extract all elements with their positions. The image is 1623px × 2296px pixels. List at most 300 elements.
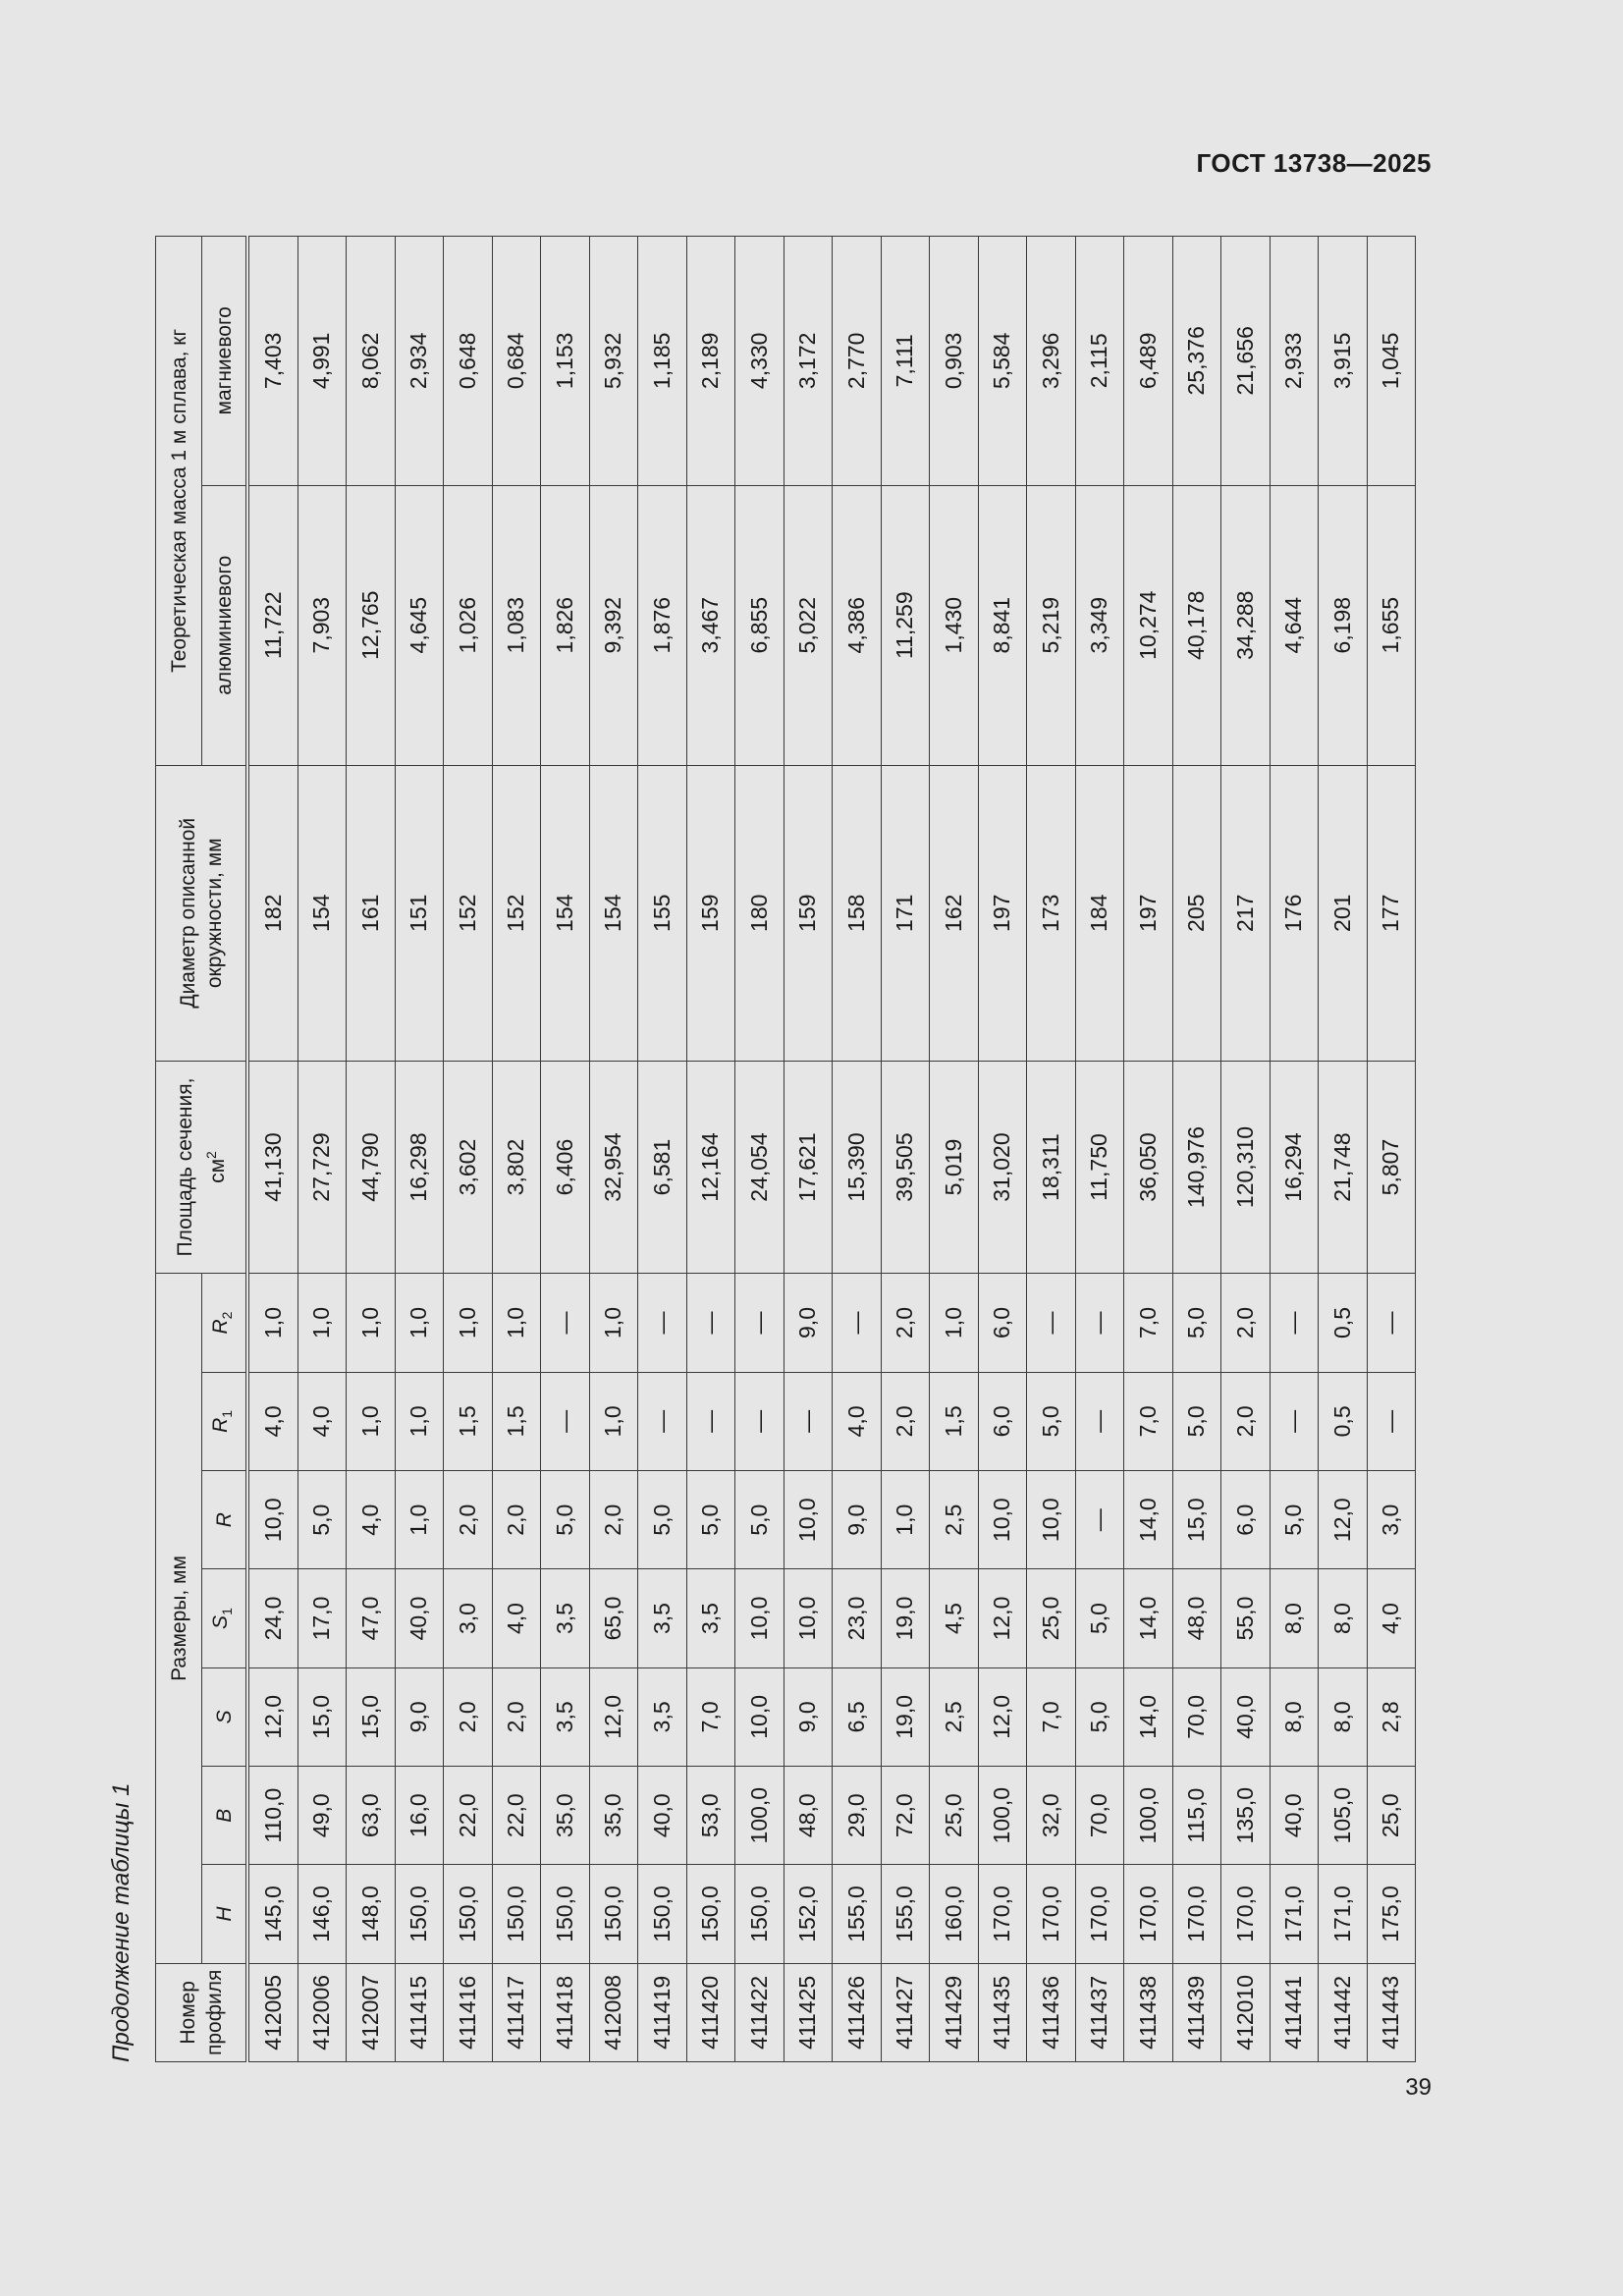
cell-mass-al: 1,083 xyxy=(492,485,541,765)
cell-B: 22,0 xyxy=(492,1767,541,1865)
cell-S1: 55,0 xyxy=(1221,1569,1271,1667)
cell-B: 16,0 xyxy=(395,1767,444,1865)
cell-S1: 8,0 xyxy=(1270,1569,1319,1667)
table-row xyxy=(395,237,444,2062)
cell-R1: 1,5 xyxy=(444,1372,493,1470)
cell-B: 35,0 xyxy=(541,1767,590,1865)
cell-S: 14,0 xyxy=(1124,1667,1173,1766)
cell-profile: 411422 xyxy=(735,1963,784,2061)
header-S1: $S_1$ xyxy=(202,1569,248,1667)
cell-mass-al: 11,259 xyxy=(881,485,930,765)
cell-R2: 9,0 xyxy=(784,1274,833,1372)
cell-S: 70,0 xyxy=(1172,1667,1221,1766)
cell-S: 15,0 xyxy=(347,1667,396,1766)
cell-diameter: 184 xyxy=(1075,765,1124,1061)
cell-S1: 48,0 xyxy=(1172,1569,1221,1667)
cell-mass-mg: 2,933 xyxy=(1270,237,1319,486)
cell-B: 29,0 xyxy=(833,1767,882,1865)
cell-H: 155,0 xyxy=(833,1865,882,1963)
cell-diameter: 201 xyxy=(1319,765,1368,1061)
cell-R1: 1,0 xyxy=(589,1372,638,1470)
cell-R: 14,0 xyxy=(1124,1471,1173,1569)
cell-R2: 7,0 xyxy=(1124,1274,1173,1372)
cell-R: — xyxy=(1075,1471,1124,1569)
cell-R: 6,0 xyxy=(1221,1471,1271,1569)
cell-S: 9,0 xyxy=(784,1667,833,1766)
cell-R: 5,0 xyxy=(638,1471,687,1569)
cell-S1: 23,0 xyxy=(833,1569,882,1667)
cell-R: 9,0 xyxy=(833,1471,882,1569)
header-area: Площадь сечения, $см^2$ xyxy=(156,1061,248,1274)
cell-profile: 411417 xyxy=(492,1963,541,2061)
cell-H: 150,0 xyxy=(541,1865,590,1963)
cell-area: 3,602 xyxy=(444,1061,493,1274)
cell-profile: 411419 xyxy=(638,1963,687,2061)
cell-R: 2,5 xyxy=(930,1471,979,1569)
table-row xyxy=(492,237,541,2062)
cell-H: 170,0 xyxy=(1221,1865,1271,1963)
cell-R2: — xyxy=(686,1274,735,1372)
cell-mass-mg: 0,684 xyxy=(492,237,541,486)
cell-mass-mg: 21,656 xyxy=(1221,237,1271,486)
cell-B: 63,0 xyxy=(347,1767,396,1865)
cell-area: 32,954 xyxy=(589,1061,638,1274)
table-row xyxy=(833,237,882,2062)
cell-H: 155,0 xyxy=(881,1865,930,1963)
cell-R2: 1,0 xyxy=(247,1274,298,1372)
cell-R1: — xyxy=(1270,1372,1319,1470)
cell-R1: — xyxy=(784,1372,833,1470)
cell-mass-al: 34,288 xyxy=(1221,485,1271,765)
cell-diameter: 152 xyxy=(492,765,541,1061)
cell-S1: 10,0 xyxy=(735,1569,784,1667)
cell-R2: — xyxy=(1075,1274,1124,1372)
cell-area: 12,164 xyxy=(686,1061,735,1274)
cell-mass-al: 4,386 xyxy=(833,485,882,765)
cell-area: 17,621 xyxy=(784,1061,833,1274)
cell-area: 6,581 xyxy=(638,1061,687,1274)
cell-H: 170,0 xyxy=(1124,1865,1173,1963)
table-row xyxy=(541,237,590,2062)
cell-R: 12,0 xyxy=(1319,1471,1368,1569)
cell-diameter: 217 xyxy=(1221,765,1271,1061)
cell-R: 10,0 xyxy=(978,1471,1027,1569)
cell-S1: 17,0 xyxy=(298,1569,347,1667)
cell-diameter: 171 xyxy=(881,765,930,1061)
cell-S1: 65,0 xyxy=(589,1569,638,1667)
cell-area: 5,019 xyxy=(930,1061,979,1274)
cell-H: 170,0 xyxy=(978,1865,1027,1963)
table-row xyxy=(444,237,493,2062)
cell-area: 31,020 xyxy=(978,1061,1027,1274)
cell-mass-mg: 8,062 xyxy=(347,237,396,486)
cell-diameter: 161 xyxy=(347,765,396,1061)
cell-R2: 5,0 xyxy=(1172,1274,1221,1372)
cell-R: 2,0 xyxy=(589,1471,638,1569)
table-row xyxy=(1027,237,1076,2062)
cell-mass-mg: 0,903 xyxy=(930,237,979,486)
cell-mass-al: 1,826 xyxy=(541,485,590,765)
cell-R1: 6,0 xyxy=(978,1372,1027,1470)
cell-R1: — xyxy=(1075,1372,1124,1470)
cell-area: 18,311 xyxy=(1027,1061,1076,1274)
cell-profile: 411441 xyxy=(1270,1963,1319,2061)
cell-area: 140,976 xyxy=(1172,1061,1221,1274)
cell-R2: — xyxy=(1027,1274,1076,1372)
cell-H: 170,0 xyxy=(1027,1865,1076,1963)
cell-B: 40,0 xyxy=(1270,1767,1319,1865)
cell-mass-al: 3,467 xyxy=(686,485,735,765)
cell-S1: 40,0 xyxy=(395,1569,444,1667)
cell-S: 8,0 xyxy=(1270,1667,1319,1766)
table-row xyxy=(1270,237,1319,2062)
cell-profile: 411426 xyxy=(833,1963,882,2061)
cell-profile: 411425 xyxy=(784,1963,833,2061)
cell-R1: 4,0 xyxy=(833,1372,882,1470)
table-row xyxy=(298,237,347,2062)
cell-B: 105,0 xyxy=(1319,1767,1368,1865)
header-dimensions: Размеры, мм xyxy=(156,1274,202,1963)
cell-mass-al: 5,219 xyxy=(1027,485,1076,765)
cell-H: 150,0 xyxy=(638,1865,687,1963)
cell-H: 170,0 xyxy=(1075,1865,1124,1963)
cell-R2: — xyxy=(638,1274,687,1372)
cell-B: 115,0 xyxy=(1172,1767,1221,1865)
cell-area: 16,298 xyxy=(395,1061,444,1274)
header-R1: $R_1$ xyxy=(202,1372,248,1470)
cell-profile: 412005 xyxy=(247,1963,298,2061)
cell-R2: 2,0 xyxy=(1221,1274,1271,1372)
cell-B: 100,0 xyxy=(735,1767,784,1865)
cell-S: 12,0 xyxy=(247,1667,298,1766)
table-row xyxy=(247,237,298,2062)
cell-area: 41,130 xyxy=(247,1061,298,1274)
cell-S: 3,5 xyxy=(541,1667,590,1766)
cell-mass-mg: 1,153 xyxy=(541,237,590,486)
cell-R2: 1,0 xyxy=(492,1274,541,1372)
cell-R: 5,0 xyxy=(1270,1471,1319,1569)
cell-S: 2,0 xyxy=(444,1667,493,1766)
cell-R: 5,0 xyxy=(735,1471,784,1569)
cell-H: 150,0 xyxy=(492,1865,541,1963)
cell-R1: — xyxy=(686,1372,735,1470)
cell-H: 175,0 xyxy=(1367,1865,1416,1963)
cell-S1: 4,5 xyxy=(930,1569,979,1667)
cell-diameter: 176 xyxy=(1270,765,1319,1061)
header-H: H xyxy=(202,1865,248,1963)
cell-area: 3,802 xyxy=(492,1061,541,1274)
table-body xyxy=(247,237,1416,2062)
cell-R1: — xyxy=(541,1372,590,1470)
cell-area: 39,505 xyxy=(881,1061,930,1274)
cell-H: 148,0 xyxy=(347,1865,396,1963)
cell-diameter: 159 xyxy=(686,765,735,1061)
cell-diameter: 155 xyxy=(638,765,687,1061)
cell-profile: 411442 xyxy=(1319,1963,1368,2061)
cell-mass-al: 6,198 xyxy=(1319,485,1368,765)
cell-S1: 24,0 xyxy=(247,1569,298,1667)
cell-area: 36,050 xyxy=(1124,1061,1173,1274)
cell-profile: 411436 xyxy=(1027,1963,1076,2061)
cell-area: 24,054 xyxy=(735,1061,784,1274)
cell-diameter: 151 xyxy=(395,765,444,1061)
cell-mass-mg: 7,111 xyxy=(881,237,930,486)
cell-S: 9,0 xyxy=(395,1667,444,1766)
cell-area: 21,748 xyxy=(1319,1061,1368,1274)
cell-B: 100,0 xyxy=(978,1767,1027,1865)
cell-mass-mg: 1,185 xyxy=(638,237,687,486)
cell-mass-al: 8,841 xyxy=(978,485,1027,765)
cell-S: 19,0 xyxy=(881,1667,930,1766)
cell-R2: 1,0 xyxy=(444,1274,493,1372)
cell-H: 150,0 xyxy=(444,1865,493,1963)
cell-profile: 412008 xyxy=(589,1963,638,2061)
cell-S: 7,0 xyxy=(1027,1667,1076,1766)
table-row xyxy=(686,237,735,2062)
cell-B: 110,0 xyxy=(247,1767,298,1865)
cell-diameter: 197 xyxy=(1124,765,1173,1061)
cell-mass-al: 4,644 xyxy=(1270,485,1319,765)
cell-R: 5,0 xyxy=(541,1471,590,1569)
table-row xyxy=(1075,237,1124,2062)
cell-B: 32,0 xyxy=(1027,1767,1076,1865)
cell-S1: 3,5 xyxy=(686,1569,735,1667)
cell-mass-al: 3,349 xyxy=(1075,485,1124,765)
header-R2: $R_2$ xyxy=(202,1274,248,1372)
cell-profile: 411416 xyxy=(444,1963,493,2061)
table-row xyxy=(784,237,833,2062)
cell-mass-al: 1,655 xyxy=(1367,485,1416,765)
cell-mass-mg: 4,991 xyxy=(298,237,347,486)
table-row xyxy=(735,237,784,2062)
cell-B: 25,0 xyxy=(930,1767,979,1865)
table-row xyxy=(1172,237,1221,2062)
cell-B: 70,0 xyxy=(1075,1767,1124,1865)
cell-diameter: 162 xyxy=(930,765,979,1061)
profiles-table xyxy=(155,236,1416,2062)
cell-S: 7,0 xyxy=(686,1667,735,1766)
header-mass: Теоретическая масса 1 м сплава, кг xyxy=(156,237,202,766)
cell-profile: 412006 xyxy=(298,1963,347,2061)
cell-profile: 411427 xyxy=(881,1963,930,2061)
cell-diameter: 182 xyxy=(247,765,298,1061)
cell-mass-al: 7,903 xyxy=(298,485,347,765)
cell-profile: 411429 xyxy=(930,1963,979,2061)
cell-profile: 412010 xyxy=(1221,1963,1271,2061)
cell-diameter: 154 xyxy=(589,765,638,1061)
cell-R: 10,0 xyxy=(247,1471,298,1569)
cell-R1: 4,0 xyxy=(247,1372,298,1470)
cell-diameter: 205 xyxy=(1172,765,1221,1061)
cell-area: 6,406 xyxy=(541,1061,590,1274)
cell-mass-mg: 2,934 xyxy=(395,237,444,486)
cell-H: 150,0 xyxy=(735,1865,784,1963)
cell-H: 150,0 xyxy=(686,1865,735,1963)
cell-B: 48,0 xyxy=(784,1767,833,1865)
table-caption: Продолжение таблицы 1 xyxy=(108,1782,135,2062)
cell-R1: 2,0 xyxy=(1221,1372,1271,1470)
cell-profile: 411420 xyxy=(686,1963,735,2061)
table-row xyxy=(1319,237,1368,2062)
cell-diameter: 177 xyxy=(1367,765,1416,1061)
table-row xyxy=(930,237,979,2062)
cell-H: 152,0 xyxy=(784,1865,833,1963)
cell-R2: — xyxy=(1270,1274,1319,1372)
cell-S: 15,0 xyxy=(298,1667,347,1766)
table-row xyxy=(1367,237,1416,2062)
cell-mass-al: 11,722 xyxy=(247,485,298,765)
cell-profile: 412007 xyxy=(347,1963,396,2061)
cell-R1: 5,0 xyxy=(1172,1372,1221,1470)
cell-mass-al: 1,430 xyxy=(930,485,979,765)
cell-B: 72,0 xyxy=(881,1767,930,1865)
cell-R: 15,0 xyxy=(1172,1471,1221,1569)
cell-R2: 1,0 xyxy=(298,1274,347,1372)
cell-S1: 3,0 xyxy=(444,1569,493,1667)
cell-diameter: 159 xyxy=(784,765,833,1061)
cell-mass-al: 9,392 xyxy=(589,485,638,765)
cell-profile: 411435 xyxy=(978,1963,1027,2061)
cell-S: 12,0 xyxy=(978,1667,1027,1766)
cell-R: 5,0 xyxy=(298,1471,347,1569)
cell-diameter: 197 xyxy=(978,765,1027,1061)
cell-S: 8,0 xyxy=(1319,1667,1368,1766)
rotated-table-area xyxy=(108,236,1404,2062)
cell-mass-mg: 1,045 xyxy=(1367,237,1416,486)
cell-profile: 411438 xyxy=(1124,1963,1173,2061)
page-number: 39 xyxy=(1405,2074,1432,2101)
table-row xyxy=(978,237,1027,2062)
cell-B: 100,0 xyxy=(1124,1767,1173,1865)
cell-mass-mg: 25,376 xyxy=(1172,237,1221,486)
cell-R2: — xyxy=(1367,1274,1416,1372)
header-mass-magnesium: магниевого xyxy=(202,237,248,486)
cell-mass-mg: 4,330 xyxy=(735,237,784,486)
cell-S: 2,5 xyxy=(930,1667,979,1766)
cell-mass-al: 4,645 xyxy=(395,485,444,765)
cell-S1: 3,5 xyxy=(541,1569,590,1667)
cell-R: 3,0 xyxy=(1367,1471,1416,1569)
cell-H: 150,0 xyxy=(589,1865,638,1963)
cell-mass-al: 1,876 xyxy=(638,485,687,765)
cell-mass-mg: 0,648 xyxy=(444,237,493,486)
cell-H: 145,0 xyxy=(247,1865,298,1963)
cell-S: 5,0 xyxy=(1075,1667,1124,1766)
cell-profile: 411443 xyxy=(1367,1963,1416,2061)
cell-R: 5,0 xyxy=(686,1471,735,1569)
document-title: ГОСТ 13738—2025 xyxy=(1196,148,1432,178)
cell-R1: 2,0 xyxy=(881,1372,930,1470)
cell-S1: 3,5 xyxy=(638,1569,687,1667)
cell-area: 44,790 xyxy=(347,1061,396,1274)
cell-R2: 1,0 xyxy=(347,1274,396,1372)
cell-profile: 411439 xyxy=(1172,1963,1221,2061)
cell-diameter: 180 xyxy=(735,765,784,1061)
cell-area: 5,807 xyxy=(1367,1061,1416,1274)
cell-R1: 1,0 xyxy=(395,1372,444,1470)
cell-R1: 4,0 xyxy=(298,1372,347,1470)
cell-R1: — xyxy=(638,1372,687,1470)
cell-R1: 1,0 xyxy=(347,1372,396,1470)
cell-S1: 10,0 xyxy=(784,1569,833,1667)
cell-S1: 14,0 xyxy=(1124,1569,1173,1667)
cell-R: 10,0 xyxy=(1027,1471,1076,1569)
cell-R2: 2,0 xyxy=(881,1274,930,1372)
cell-mass-al: 10,274 xyxy=(1124,485,1173,765)
cell-R: 4,0 xyxy=(347,1471,396,1569)
table-row xyxy=(347,237,396,2062)
cell-S: 40,0 xyxy=(1221,1667,1271,1766)
cell-profile: 411437 xyxy=(1075,1963,1124,2061)
cell-S1: 4,0 xyxy=(492,1569,541,1667)
cell-R1: 5,0 xyxy=(1027,1372,1076,1470)
cell-B: 35,0 xyxy=(589,1767,638,1865)
cell-R: 1,0 xyxy=(395,1471,444,1569)
cell-diameter: 158 xyxy=(833,765,882,1061)
cell-R: 10,0 xyxy=(784,1471,833,1569)
cell-R1: 1,5 xyxy=(492,1372,541,1470)
header-profile-number: Номер профиля xyxy=(156,1963,248,2061)
cell-R: 1,0 xyxy=(881,1471,930,1569)
cell-profile: 411415 xyxy=(395,1963,444,2061)
cell-profile: 411418 xyxy=(541,1963,590,2061)
cell-S: 6,5 xyxy=(833,1667,882,1766)
cell-area: 27,729 xyxy=(298,1061,347,1274)
cell-R2: 1,0 xyxy=(930,1274,979,1372)
cell-S: 3,5 xyxy=(638,1667,687,1766)
cell-H: 171,0 xyxy=(1270,1865,1319,1963)
cell-diameter: 173 xyxy=(1027,765,1076,1061)
cell-R1: 1,5 xyxy=(930,1372,979,1470)
table-row xyxy=(638,237,687,2062)
cell-mass-mg: 3,915 xyxy=(1319,237,1368,486)
cell-R1: — xyxy=(1367,1372,1416,1470)
cell-diameter: 154 xyxy=(541,765,590,1061)
header-diameter: Диаметр описанной окружности, мм xyxy=(156,765,248,1061)
cell-area: 120,310 xyxy=(1221,1061,1271,1274)
cell-R2: 1,0 xyxy=(395,1274,444,1372)
cell-S: 2,0 xyxy=(492,1667,541,1766)
cell-mass-mg: 5,932 xyxy=(589,237,638,486)
cell-diameter: 154 xyxy=(298,765,347,1061)
cell-mass-al: 12,765 xyxy=(347,485,396,765)
cell-diameter: 152 xyxy=(444,765,493,1061)
cell-R: 2,0 xyxy=(492,1471,541,1569)
cell-mass-al: 6,855 xyxy=(735,485,784,765)
cell-B: 40,0 xyxy=(638,1767,687,1865)
table-row xyxy=(1221,237,1271,2062)
cell-area: 16,294 xyxy=(1270,1061,1319,1274)
cell-mass-mg: 7,403 xyxy=(247,237,298,486)
cell-S1: 4,0 xyxy=(1367,1569,1416,1667)
cell-S: 10,0 xyxy=(735,1667,784,1766)
cell-area: 15,390 xyxy=(833,1061,882,1274)
cell-R1: — xyxy=(735,1372,784,1470)
cell-R1: 7,0 xyxy=(1124,1372,1173,1470)
header-R: R xyxy=(202,1471,248,1569)
cell-S1: 8,0 xyxy=(1319,1569,1368,1667)
cell-B: 49,0 xyxy=(298,1767,347,1865)
cell-area: 11,750 xyxy=(1075,1061,1124,1274)
cell-B: 53,0 xyxy=(686,1767,735,1865)
cell-H: 146,0 xyxy=(298,1865,347,1963)
header-B: B xyxy=(202,1767,248,1865)
cell-R1: 0,5 xyxy=(1319,1372,1368,1470)
cell-R2: — xyxy=(541,1274,590,1372)
cell-mass-al: 5,022 xyxy=(784,485,833,765)
cell-mass-mg: 3,172 xyxy=(784,237,833,486)
header-mass-aluminium: алюминиевого xyxy=(202,485,248,765)
